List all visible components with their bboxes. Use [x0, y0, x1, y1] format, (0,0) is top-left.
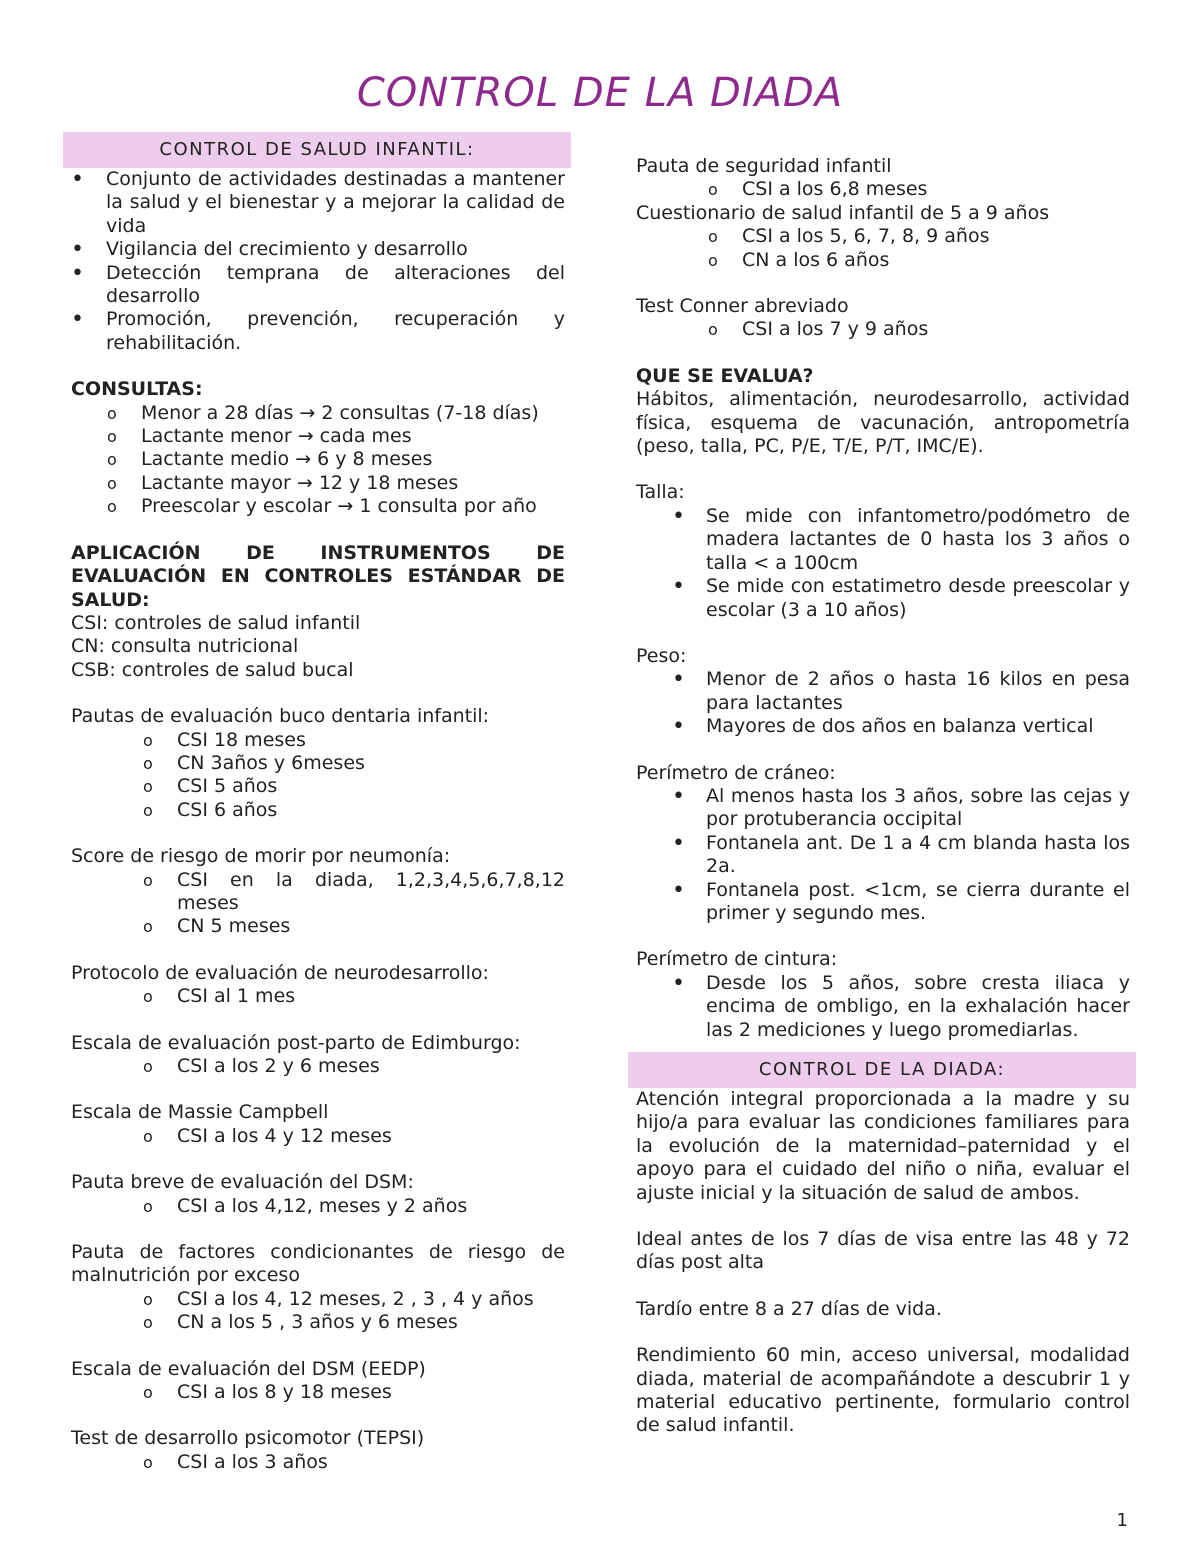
left-column	[63, 132, 571, 1474]
conner-heading: Test Conner abreviado	[636, 295, 849, 318]
list-item: o CSI a los 4,12, meses y 2 años	[71, 1195, 565, 1218]
talla-heading: Talla:	[636, 481, 685, 504]
list-item: o CN a los 5 , 3 años y 6 meses	[71, 1311, 565, 1334]
list-item: • Fontanela post. <1cm, se cierra durante el primer y segundo mes.	[636, 879, 1130, 926]
list-item: • Promoción, prevención, recuperación y rehabilitación.	[71, 308, 565, 355]
score-heading: Score de riesgo de morir por neumonía:	[71, 845, 451, 868]
score-list	[71, 869, 565, 939]
aplicacion-heading: APLICACIÓN DE INSTRUMENTOS DE EVALUACIÓN EN CONTROLES ESTÁNDAR DE SALUD:	[71, 541, 565, 611]
craneo-heading: Perímetro de cráneo:	[636, 761, 836, 784]
diada-paragraph-4: Rendimiento 60 min, acceso universal, modalidad diada, material de acompañándote a descubrir 1 y material educativo pertinente, formulario control de salud infantil.	[636, 1344, 1130, 1437]
list-item: o CSI al 1 mes	[71, 985, 565, 1008]
list-item: • Desde los 5 años, sobre cresta iliaca y encima de ombligo, en la exhalación hacer las 2 mediciones y luego promediarlas.	[636, 972, 1130, 1042]
dsm-breve-heading: Pauta breve de evaluación del DSM:	[71, 1171, 414, 1194]
list-item: o CN a los 6 años	[636, 249, 1130, 272]
peso-list	[636, 668, 1130, 738]
cintura-list	[636, 972, 1130, 1042]
page-title: CONTROL DE LA DIADA	[356, 70, 844, 116]
edimburgo-list	[71, 1055, 565, 1078]
neuro-heading: Protocolo de evaluación de neurodesarrollo:	[71, 961, 489, 984]
list-item: o Preescolar y escolar → 1 consulta por año	[71, 495, 565, 518]
massie-heading: Escala de Massie Campbell	[71, 1101, 329, 1124]
list-item: • Conjunto de actividades destinadas a mantener la salud y el bienestar y a mejorar la calidad de vida	[71, 168, 565, 238]
talla-list	[636, 505, 1130, 622]
consultas-list	[71, 402, 565, 519]
abbr-csi: CSI: controles de salud infantil	[71, 611, 361, 634]
list-item: o CSI a los 5, 6, 7, 8, 9 años	[636, 225, 1130, 248]
list-item: o CSI a los 2 y 6 meses	[71, 1055, 565, 1078]
conner-list	[636, 318, 1130, 341]
list-item: o CSI en la diada, 1,2,3,4,5,6,7,8,12 meses	[71, 869, 565, 916]
list-item: o CSI 6 años	[71, 799, 565, 822]
section-header-control-diada: CONTROL DE LA DIADA:	[628, 1052, 1136, 1088]
consultas-heading: CONSULTAS:	[71, 378, 203, 401]
eedp-heading: Escala de evaluación del DSM (EEDP)	[71, 1357, 426, 1380]
page-number: 1	[1116, 1510, 1128, 1531]
list-item: o Lactante menor → cada mes	[71, 425, 565, 448]
tepsi-list	[71, 1451, 565, 1474]
list-item: o Menor a 28 días → 2 consultas (7-18 días)	[71, 402, 565, 425]
diada-paragraph-2: Ideal antes de los 7 días de visa entre las 48 y 72 días post alta	[636, 1228, 1130, 1274]
cintura-heading: Perímetro de cintura:	[636, 948, 838, 971]
list-item: o CSI 18 meses	[71, 729, 565, 752]
list-item: • Mayores de dos años en balanza vertical	[636, 715, 1130, 738]
list-item: o Lactante mayor → 12 y 18 meses	[71, 472, 565, 495]
list-item: o CN 5 meses	[71, 915, 565, 938]
list-item: • Menor de 2 años o hasta 16 kilos en pesa para lactantes	[636, 668, 1130, 715]
list-item: o CN 3años y 6meses	[71, 752, 565, 775]
section-header-control-salud-infantil: CONTROL DE SALUD INFANTIL:	[63, 132, 571, 168]
abbr-csb: CSB: controles de salud bucal	[71, 658, 354, 681]
edimburgo-heading: Escala de evaluación post-parto de Edimburgo:	[71, 1031, 521, 1054]
evalua-heading: QUE SE EVALUA?	[636, 364, 814, 387]
neuro-list	[71, 985, 565, 1008]
seguridad-list	[636, 178, 1130, 201]
intro-bullet-list	[71, 168, 565, 355]
tepsi-heading: Test de desarrollo psicomotor (TEPSI)	[71, 1427, 425, 1450]
cuestionario-heading: Cuestionario de salud infantil de 5 a 9 años	[636, 201, 1050, 224]
malnutricion-heading: Pauta de factores condicionantes de riesgo de malnutrición por exceso	[71, 1241, 565, 1287]
evalua-text: Hábitos, alimentación, neurodesarrollo, actividad física, esquema de vacunación, antropometría (peso, talla, PC, P/E, T/E, P/T, IMC/E).	[636, 388, 1130, 458]
list-item: o CSI a los 6,8 meses	[636, 178, 1130, 201]
pautas-buco-heading: Pautas de evaluación buco dentaria infantil:	[71, 705, 490, 728]
pautas-buco-list	[71, 729, 565, 823]
list-item: o Lactante medio → 6 y 8 meses	[71, 448, 565, 471]
right-column	[628, 155, 1136, 1438]
peso-heading: Peso:	[636, 644, 687, 667]
list-item: • Se mide con infantometro/podómetro de madera lactantes de 0 hasta los 3 años o talla < a 100cm	[636, 505, 1130, 575]
abbr-cn: CN: consulta nutricional	[71, 635, 299, 658]
dsm-breve-list	[71, 1195, 565, 1218]
diada-paragraph-1: Atención integral proporcionada a la madre y su hijo/a para evaluar las condiciones familiares para la evolución de la maternidad–paternidad y el apoyo para el cuidado del niño o niña, evaluar el ajuste inicial y la situación de salud de ambos.	[636, 1088, 1130, 1204]
list-item: • Al menos hasta los 3 años, sobre las cejas y por protuberancia occipital	[636, 785, 1130, 832]
list-item: o CSI a los 4 y 12 meses	[71, 1125, 565, 1148]
list-item: • Se mide con estatimetro desde preescolar y escolar (3 a 10 años)	[636, 575, 1130, 622]
seguridad-heading: Pauta de seguridad infantil	[636, 155, 892, 177]
list-item: o CSI a los 4, 12 meses, 2 , 3 , 4 y años	[71, 1288, 565, 1311]
list-item: o CSI a los 7 y 9 años	[636, 318, 1130, 341]
list-item: o CSI 5 años	[71, 775, 565, 798]
craneo-list	[636, 785, 1130, 925]
list-item: • Vigilancia del crecimiento y desarrollo	[71, 238, 565, 261]
cuestionario-list	[636, 225, 1130, 272]
massie-list	[71, 1125, 565, 1148]
diada-paragraph-3: Tardío entre 8 a 27 días de vida.	[636, 1297, 942, 1320]
malnutricion-list	[71, 1288, 565, 1335]
eedp-list	[71, 1381, 565, 1404]
list-item: o CSI a los 3 años	[71, 1451, 565, 1474]
list-item: o CSI a los 8 y 18 meses	[71, 1381, 565, 1404]
list-item: • Detección temprana de alteraciones del desarrollo	[71, 262, 565, 309]
list-item: • Fontanela ant. De 1 a 4 cm blanda hasta los 2a.	[636, 832, 1130, 879]
